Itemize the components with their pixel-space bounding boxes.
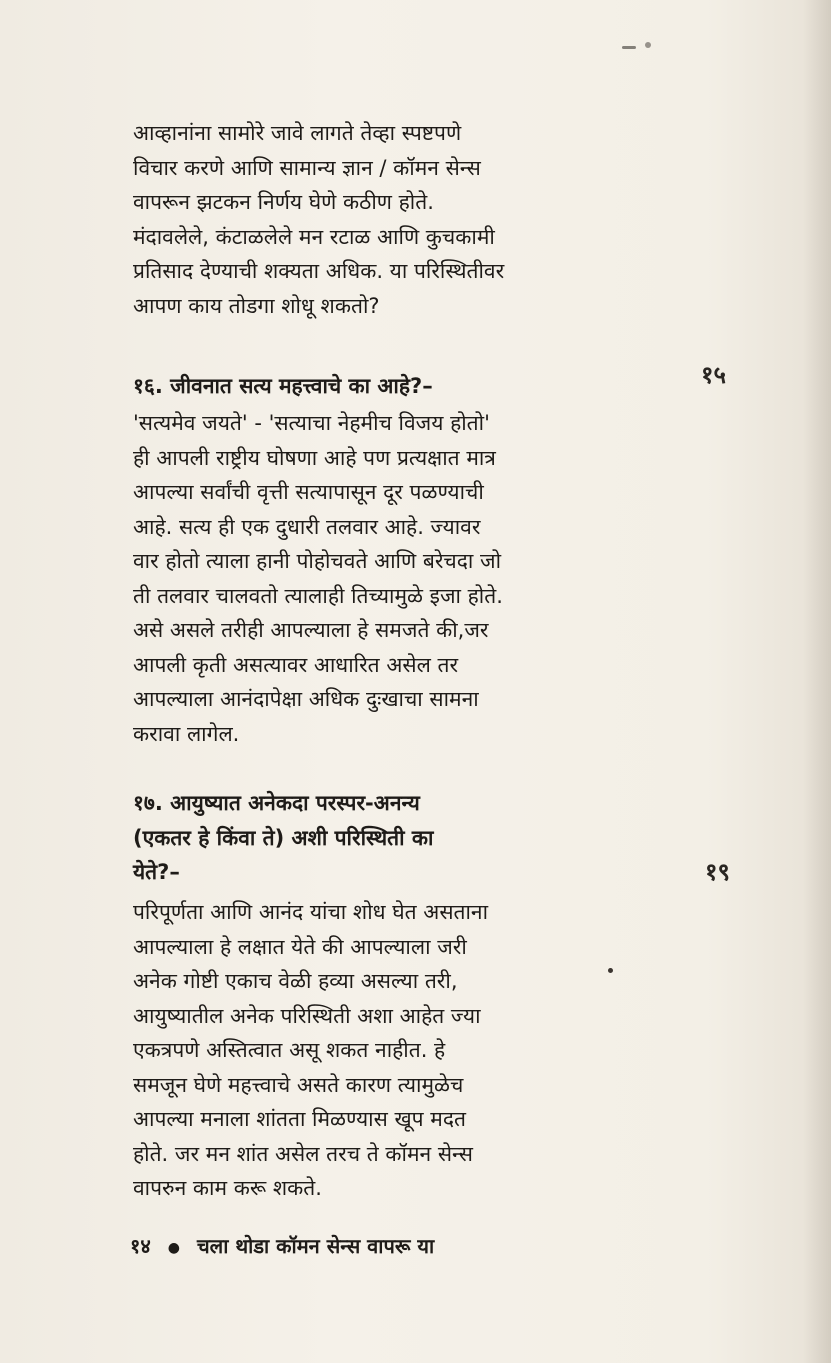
text-line: परिपूर्णता आणि आनंद यांचा शोध घेत असताना: [133, 900, 489, 924]
text-line: होते. जर मन शांत असेल तरच ते कॉमन सेन्स: [133, 1141, 473, 1166]
text-line: वापरुन काम करू शकते.: [133, 1176, 322, 1200]
section-17-paragraph: [133, 895, 733, 1206]
text-line: ही आपली राष्ट्रीय घोषणा आहे पण प्रत्यक्षात मात्र: [133, 445, 496, 470]
heading-line: (एकतर हे किंवा ते) अशी परिस्थिती का: [133, 825, 434, 850]
text-line: आपली कृती असत्यावर आधारित असेल तर: [133, 652, 459, 677]
text-line: वापरून झटकन निर्णय घेणे कठीण होते.: [133, 190, 434, 214]
intro-paragraph: [133, 116, 733, 323]
section-16-paragraph: [133, 406, 733, 751]
section-17-heading: [133, 786, 733, 890]
text-line: आपण काय तोडगा शोधू शकतो?: [133, 293, 380, 318]
text-line: एकत्रपणे अस्तित्वात असू शकत नाहीत. हे: [133, 1038, 446, 1062]
text-line: आपल्या सर्वांची वृत्ती सत्यापासून दूर पळण्याची: [133, 480, 484, 504]
bullet-icon: ●: [167, 1239, 180, 1256]
text-line: आयुष्यातील अनेक परिस्थिती अशा आहेत ज्या: [133, 1003, 481, 1028]
page-edge-shadow: [803, 0, 831, 1363]
text-line: करावा लागेल.: [133, 721, 240, 746]
running-title: चला थोडा कॉमन सेन्स वापरू या: [196, 1234, 435, 1258]
text-line: ती तलवार चालवतो त्यालाही तिच्यामुळे इजा होते.: [133, 583, 503, 608]
text-line: असे असले तरीही आपल्याला हे समजते की,जर: [133, 618, 489, 642]
text-line: आपल्या मनाला शांतता मिळण्यास खूप मदत: [133, 1107, 466, 1131]
heading-line: १६. जीवनात सत्य महत्त्वाचे का आहे?–: [133, 374, 433, 398]
text-line: वार होतो त्याला हानी पोहोचवते आणि बरेचदा जो: [133, 549, 502, 573]
ink-speck: [645, 42, 651, 48]
text-line: मंदावलेले, कंटाळलेले मन रटाळ आणि कुचकामी: [133, 224, 495, 249]
text-line: आव्हानांना सामोरे जावे लागते तेव्हा स्पष्टपणे: [133, 121, 462, 145]
section-16-heading: [133, 369, 733, 404]
text-line: समजून घेणे महत्त्वाचे असते कारण त्यामुळेच: [133, 1072, 464, 1097]
text-line: विचार करणे आणि सामान्य ज्ञान / कॉमन सेन्स: [133, 155, 481, 180]
text-line: प्रतिसाद देण्याची शक्यता अधिक. या परिस्थितीवर: [133, 259, 505, 283]
heading-line: १७. आयुष्यात अनेकदा परस्पर-अनन्य: [133, 791, 420, 815]
text-line: अनेक गोष्टी एकाच वेळी हव्या असल्या तरी,: [133, 969, 458, 993]
margin-number: १९: [705, 858, 730, 886]
page-number: १४: [130, 1234, 151, 1258]
text-line: आपल्याला हे लक्षात येते की आपल्याला जरी: [133, 934, 467, 959]
text-line: आहे. सत्य ही एक दुधारी तलवार आहे. ज्यावर: [133, 514, 481, 539]
margin-number: १५: [701, 361, 726, 389]
heading-line: येते?–: [133, 860, 180, 884]
ink-speck: [622, 46, 636, 49]
text-line: आपल्याला आनंदापेक्षा अधिक दुःखाचा सामना: [133, 687, 479, 711]
page-footer: [130, 1232, 434, 1259]
text-line: 'सत्यमेव जयते' - 'सत्याचा नेहमीच विजय होतो': [133, 411, 490, 435]
